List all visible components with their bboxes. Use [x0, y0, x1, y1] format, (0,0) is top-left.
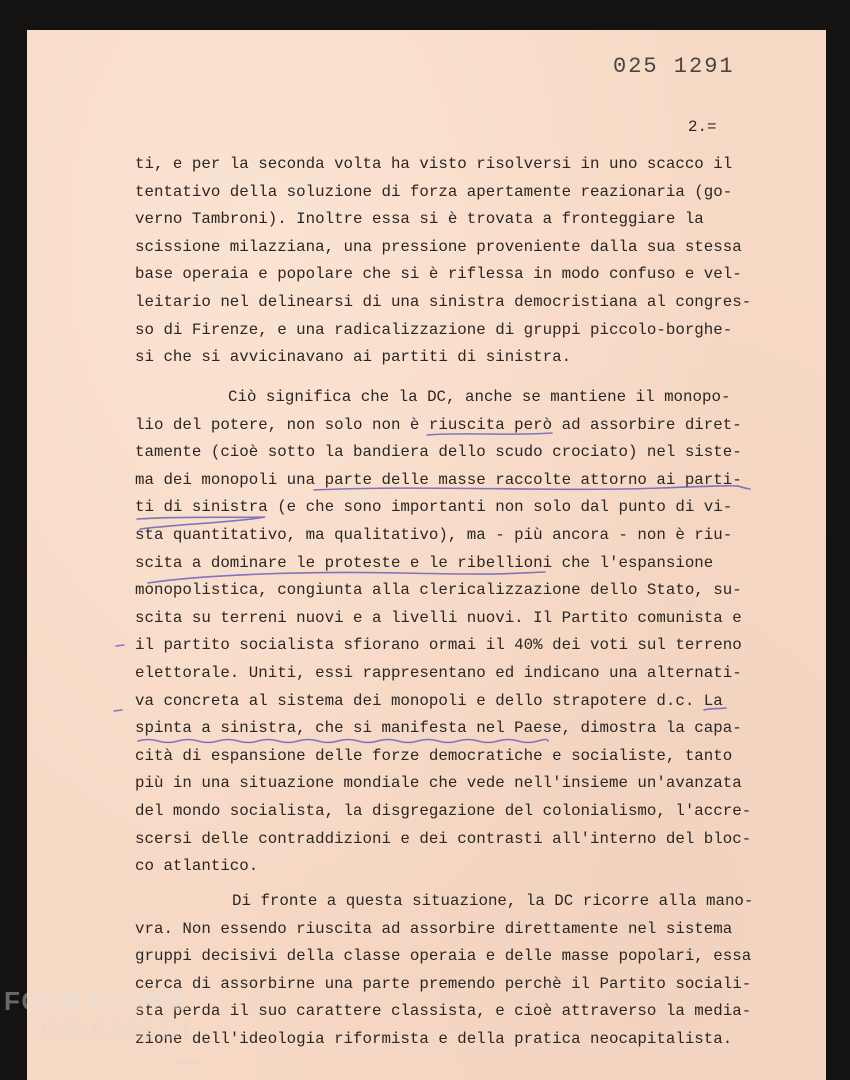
text-line: scersi delle contraddizioni e dei contrasti all'interno del bloc-	[135, 829, 752, 848]
watermark-logo-line1: FONDAZIONE	[4, 986, 191, 1016]
paragraph-3	[135, 888, 785, 1054]
text-line: scissione milazziana, una pressione proveniente dalla sua stessa	[135, 237, 742, 256]
text-line: leitario nel delinearsi di una sinistra democristiana al congres-	[135, 292, 752, 311]
text-line: ma dei monopoli una parte delle masse raccolte attorno ai parti-	[135, 470, 742, 489]
text-line: ti di sinistra (e che sono importanti non solo dal punto di vi-	[135, 498, 733, 517]
text-line: verno Tambroni). Inoltre essa si è trovata a fronteggiare la	[135, 210, 704, 229]
text-line: monopolistica, congiunta alla clericalizzazione dello Stato, su-	[135, 581, 742, 600]
text-line: cerca di assorbirne una parte premendo perchè il Partito sociali-	[135, 974, 752, 993]
text-line: spinta a sinistra, che si manifesta nel Paese, dimostra la capa-	[135, 719, 742, 738]
text-line: cità di espansione delle forze democratiche e socialiste, tanto	[135, 746, 733, 765]
archive-number-stamp: 025 1291	[613, 54, 735, 79]
text-line: so di Firenze, e una radicalizzazione di gruppi piccolo-borghe-	[135, 320, 733, 339]
text-line: del mondo socialista, la disgregazione del colonialismo, l'accre-	[135, 801, 752, 820]
text-line: si che si avvicinavano ai partiti di sinistra.	[135, 348, 572, 367]
paragraph-1	[135, 151, 785, 372]
text-line: zione dell'ideologia riformista e della pratica neocapitalista.	[135, 1029, 733, 1048]
text-line: elettorale. Uniti, essi rappresentano ed indicano una alternati-	[135, 663, 742, 682]
text-line: va concreta al sistema dei monopoli e dello strapotere d.c. La	[135, 691, 723, 710]
watermark-logo-suffix: onlus	[176, 1057, 198, 1067]
watermark-logo-line2: GRAMSCI	[40, 1014, 194, 1045]
text-line: scita a dominare le proteste e le ribellioni che l'espansione	[135, 553, 714, 572]
text-line: base operaia e popolare che si è riflessa in modo confuso e vel-	[135, 265, 742, 284]
text-line: Ciò significa che la DC, anche se mantiene il monopo-	[228, 388, 731, 406]
text-line: vra. Non essendo riuscita ad assorbire direttamente nel sistema	[135, 919, 733, 938]
text-line: gruppi decisivi della classe operaia e delle masse popolari, essa	[135, 947, 752, 966]
text-line: più in una situazione mondiale che vede nell'insieme un'avanzata	[135, 774, 742, 793]
text-line: tamente (cioè sotto la bandiera dello scudo crociato) nel siste-	[135, 443, 742, 462]
text-line: tentativo della soluzione di forza apertamente reazionaria (go-	[135, 182, 733, 201]
text-line: lio del potere, non solo non è riuscita però ad assorbire diret-	[135, 415, 742, 434]
text-line: co atlantico.	[135, 857, 259, 876]
text-line: scita su terreni nuovi e a livelli nuovi. Il Partito comunista e	[135, 608, 742, 627]
text-line: ti, e per la seconda volta ha visto risolversi in uno scacco il	[135, 155, 733, 173]
text-line: Di fronte a questa situazione, la DC ricorre alla mano-	[232, 892, 754, 910]
page-number: 2.=	[688, 118, 717, 136]
text-line: sta quantitativo, ma qualitativo), ma - più ancora - non è riu-	[135, 525, 733, 544]
paragraph-2	[135, 384, 785, 881]
text-line: il partito socialista sfiorano ormai il 40% dei voti sul terreno	[135, 636, 742, 655]
text-line: sta perda il suo carattere classista, e cioè attraverso la media-	[135, 1002, 752, 1021]
